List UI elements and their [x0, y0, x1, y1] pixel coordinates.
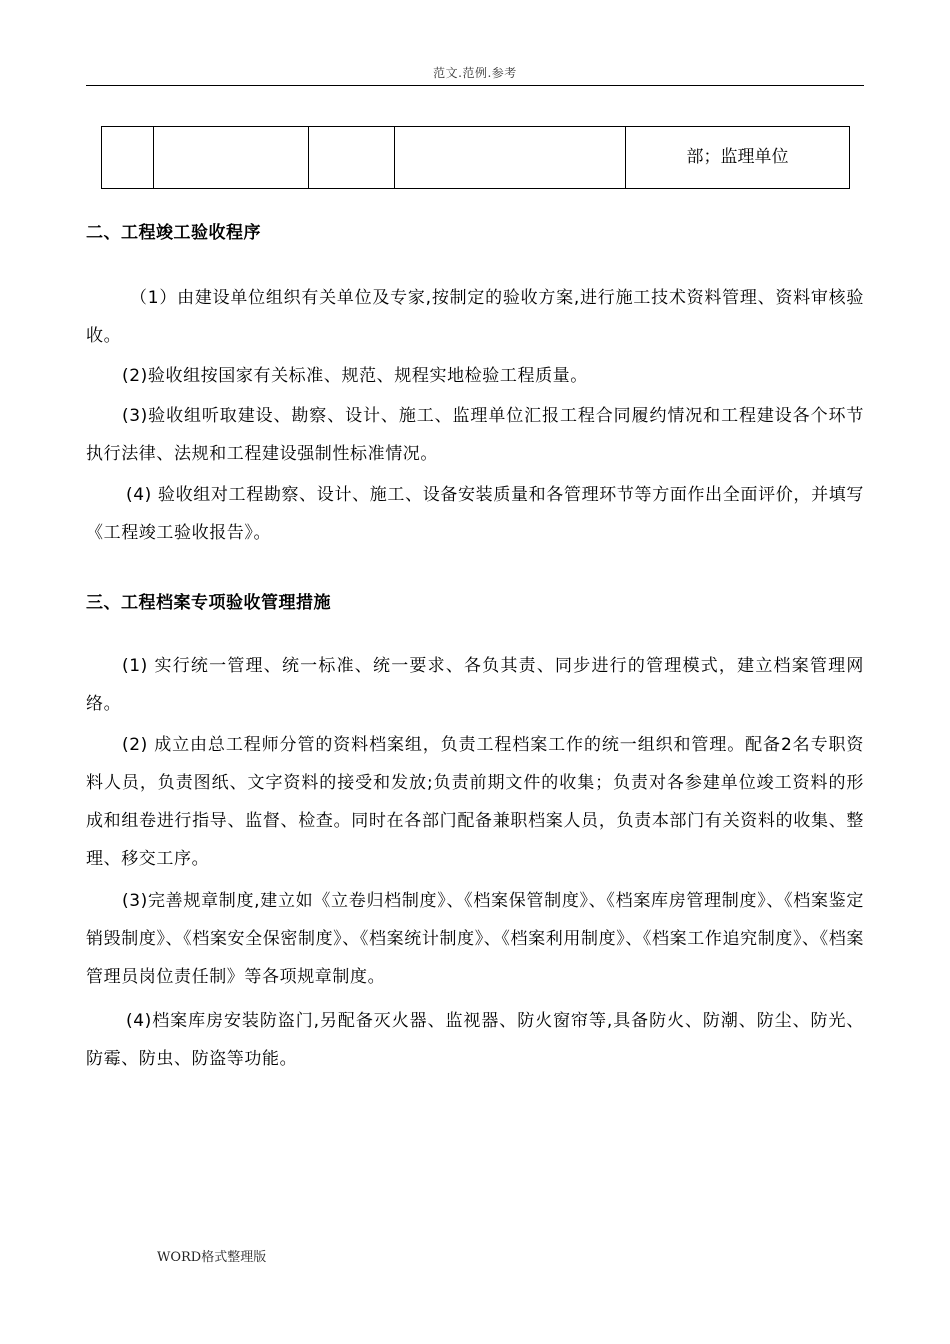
table-cell: [309, 127, 395, 189]
table-cell: [154, 127, 309, 189]
paragraph: (3)验收组听取建设、勘察、设计、施工、监理单位汇报工程合同履约情况和工程建设各个环节执行法律、法规和工程建设强制性标准情况。: [86, 406, 864, 464]
table-cell-last: 部；监理单位: [626, 127, 850, 189]
table-cell: [395, 127, 626, 189]
paragraph: (4) 验收组对工程勘察、设计、施工、设备安装质量和各管理环节等方面作出全面评价，并填写《工程竣工验收报告》。: [86, 485, 864, 543]
paragraph: (4)档案库房安装防盗门,另配备灭火器、监视器、防火窗帘等,具备防火、防潮、防尘、防光、防霉、防虫、防盗等功能。: [86, 1011, 864, 1069]
paragraph: (2)验收组按国家有关标准、规范、规程实地检验工程质量。: [122, 366, 588, 386]
section-heading-3: 三、工程档案专项验收管理措施: [86, 593, 331, 613]
section-heading-2: 二、工程竣工验收程序: [86, 223, 261, 243]
paragraph: (2) 成立由总工程师分管的资料档案组，负责工程档案工作的统一组织和管理。配备2名专职资料人员，负责图纸、文字资料的接受和发放;负责前期文件的收集；负责对各参建单位竣工资料的形成和组卷进行指导、监督、检查。同时在各部门配备兼职档案人员，负责本部门有关资料的收集、整理、移交工序。: [86, 735, 864, 869]
paragraph: (3)完善规章制度,建立如《立卷归档制度》、《档案保管制度》、《档案库房管理制度》、《档案鉴定销毁制度》、《档案安全保密制度》、《档案统计制度》、《档案利用制度》、《档案工作追究制度》、《档案管理员岗位责任制》等各项规章制度。: [86, 891, 864, 987]
table-cell: [102, 127, 154, 189]
paragraph: （1）由建设单位组织有关单位及专家,按制定的验收方案,进行施工技术资料管理、资料审核验收。: [86, 288, 864, 346]
page-header: 范文.范例.参考: [433, 66, 517, 80]
page-footer: WORD格式整理版: [157, 1250, 267, 1265]
table-row: [102, 127, 850, 189]
continued-table: [101, 126, 850, 189]
header-divider: [86, 85, 864, 86]
paragraph: (1) 实行统一管理、统一标准、统一要求、各负其责、同步进行的管理模式，建立档案管理网络。: [86, 656, 864, 714]
